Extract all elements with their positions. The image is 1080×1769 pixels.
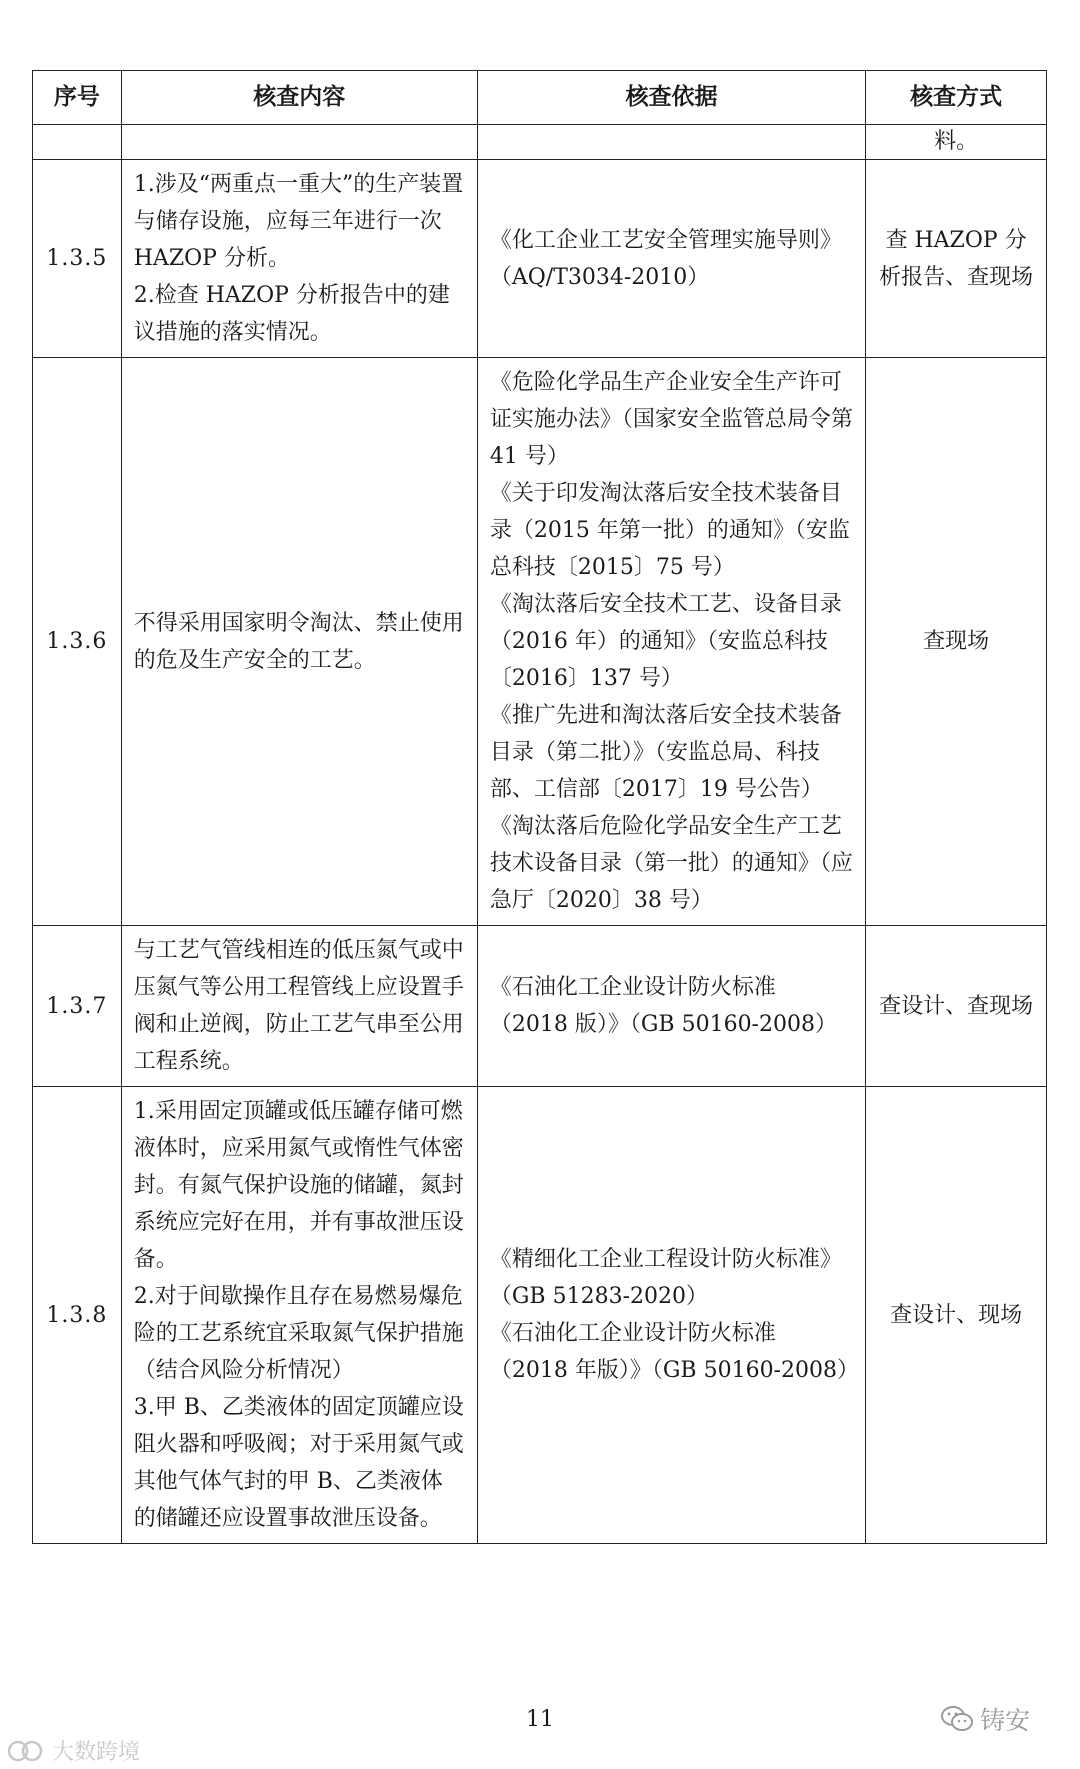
cell-method: 查设计、现场 <box>866 1087 1047 1544</box>
header-basis: 核查依据 <box>477 71 865 125</box>
table-row-continuation <box>33 125 1047 160</box>
cell-basis <box>477 1087 865 1544</box>
basis-item: 《危险化学品生产企业安全生产许可证实施办法》（国家安全监管总局令第 41 号） <box>489 370 853 469</box>
inspection-table <box>32 70 1047 1544</box>
table-row <box>33 926 1047 1087</box>
basis-item: 《精细化工企业工程设计防火标准》（GB 51283-2020） <box>489 1247 842 1309</box>
cell-basis <box>477 160 865 358</box>
cell-seq: 1.3.8 <box>33 1087 122 1544</box>
page-number: 11 <box>526 1707 554 1732</box>
source-logo-icon <box>6 1738 46 1764</box>
cell-content <box>121 1087 477 1544</box>
basis-item: 《石油化工企业设计防火标准（2018 年版）》（GB 50160-2008） <box>489 1321 859 1383</box>
cell-content <box>121 160 477 358</box>
table-row <box>33 358 1047 926</box>
basis-item: 《淘汰落后危险化学品安全生产工艺技术设备目录（第一批）的通知》（应急厅〔2020〕38 号） <box>489 814 853 913</box>
cell-basis <box>477 125 865 160</box>
content-item: 1.涉及“两重点一重大”的生产装置与储存设施，应每三年进行一次 HAZOP 分析。 <box>133 172 464 271</box>
cell-method: 查现场 <box>866 358 1047 926</box>
content-item: 1.采用固定顶罐或低压罐存储可燃液体时，应采用氮气或惰性气体密封。有氮气保护设施的储罐，氮封系统应完好在用，并有事故泄压设备。 <box>133 1099 464 1272</box>
cell-method: 查设计、查现场 <box>866 926 1047 1087</box>
watermark-left <box>6 1735 140 1766</box>
header-seq: 序号 <box>33 71 122 125</box>
content-item: 2.检查 HAZOP 分析报告中的建议措施的落实情况。 <box>133 283 450 345</box>
table-row <box>33 160 1047 358</box>
cell-seq: 1.3.7 <box>33 926 122 1087</box>
header-content: 核查内容 <box>121 71 477 125</box>
basis-item: 《化工企业工艺安全管理实施导则》（AQ/T3034-2010） <box>489 227 842 290</box>
table-header-row <box>33 71 1047 125</box>
basis-item: 《推广先进和淘汰落后安全技术装备目录（第二批）》（安监总局、科技部、工信部〔2017〕19 号公告） <box>489 703 842 802</box>
wechat-icon <box>940 1705 974 1733</box>
watermark-right-text: 铸安 <box>980 1706 1031 1735</box>
cell-seq: 1.3.5 <box>33 160 122 358</box>
watermark-right <box>940 1701 1030 1737</box>
cell-content <box>121 926 477 1087</box>
basis-item: 《淘汰落后安全技术工艺、设备目录（2016 年）的通知》（安监总科技〔2016〕137 号） <box>489 592 842 691</box>
cell-content <box>121 125 477 160</box>
content-item: 2.对于间歇操作且存在易燃易爆危险的工艺系统宜采取氮气保护措施（结合风险分析情况） <box>133 1284 464 1383</box>
content-item: 不得采用国家明令淘汰、禁止使用的危及生产安全的工艺。 <box>133 610 464 673</box>
header-method: 核查方式 <box>866 71 1047 125</box>
cell-content <box>121 358 477 926</box>
content-item: 3.甲 B、乙类液体的固定顶罐应设阻火器和呼吸阀；对于采用氮气或其他气体气封的甲 B、乙类液体的储罐还应设置事故泄压设备。 <box>133 1395 464 1531</box>
content-item: 与工艺气管线相连的低压氮气或中压氮气等公用工程管线上应设置手阀和止逆阀，防止工艺气串至公用工程系统。 <box>133 938 464 1074</box>
watermark-left-text: 大数跨境 <box>52 1740 141 1765</box>
cell-method: 料。 <box>866 125 1047 160</box>
basis-item: 《关于印发淘汰落后安全技术装备目录（2015 年第一批）的通知》（安监总科技〔2015〕75 号） <box>489 481 850 580</box>
cell-seq: 1.3.6 <box>33 358 122 926</box>
table-row <box>33 1087 1047 1544</box>
cell-basis <box>477 358 865 926</box>
cell-basis <box>477 926 865 1087</box>
cell-method: 查 HAZOP 分析报告、查现场 <box>866 160 1047 358</box>
cell-seq <box>33 125 122 160</box>
basis-item: 《石油化工企业设计防火标准（2018 版）》（GB 50160-2008） <box>489 975 837 1037</box>
